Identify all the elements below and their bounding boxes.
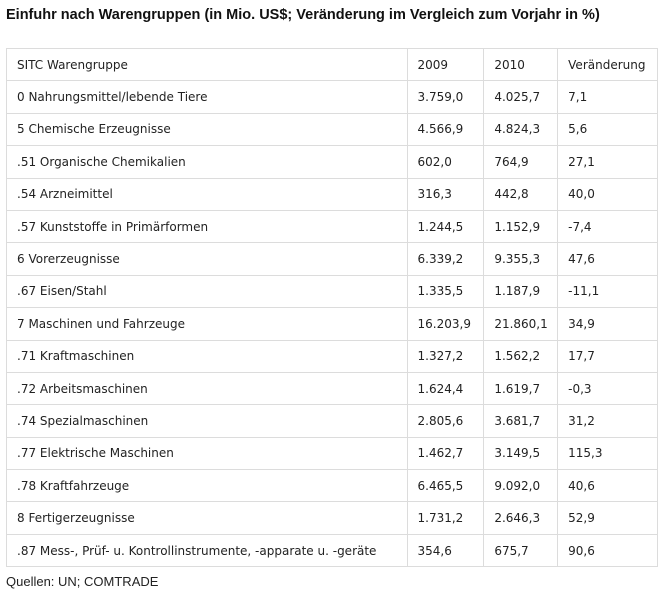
cell-warengruppe: 0 Nahrungsmittel/lebende Tiere — [7, 81, 408, 113]
cell-warengruppe: .87 Mess-, Prüf- u. Kontrollinstrumente, -apparate u. -geräte — [7, 534, 408, 566]
cell-2009: 1.327,2 — [407, 340, 484, 372]
cell-warengruppe: .51 Organische Chemikalien — [7, 146, 408, 178]
cell-2010: 4.025,7 — [484, 81, 558, 113]
table-row — [7, 372, 658, 404]
cell-2009: 1.335,5 — [407, 275, 484, 307]
cell-warengruppe: .67 Eisen/Stahl — [7, 275, 408, 307]
table-row — [7, 81, 658, 113]
table-row — [7, 178, 658, 210]
header-sitc-warengruppe: SITC Warengruppe — [7, 49, 408, 81]
cell-2010: 1.562,2 — [484, 340, 558, 372]
cell-2009: 316,3 — [407, 178, 484, 210]
header-2010: 2010 — [484, 49, 558, 81]
table-title: Einfuhr nach Warengruppen (in Mio. US$; Veränderung im Vergleich zum Vorjahr in %) — [6, 7, 600, 23]
cell-veraenderung: -0,3 — [558, 372, 658, 404]
table-row — [7, 405, 658, 437]
cell-2009: 2.805,6 — [407, 405, 484, 437]
table-row — [7, 113, 658, 145]
cell-2010: 1.619,7 — [484, 372, 558, 404]
cell-2009: 1.462,7 — [407, 437, 484, 469]
table-row — [7, 210, 658, 242]
cell-veraenderung: 31,2 — [558, 405, 658, 437]
table-row — [7, 275, 658, 307]
cell-veraenderung: 115,3 — [558, 437, 658, 469]
cell-warengruppe: 7 Maschinen und Fahrzeuge — [7, 308, 408, 340]
cell-2009: 1.624,4 — [407, 372, 484, 404]
table-row — [7, 437, 658, 469]
cell-2010: 1.152,9 — [484, 210, 558, 242]
table-row — [7, 470, 658, 502]
table-row — [7, 308, 658, 340]
cell-veraenderung: 7,1 — [558, 81, 658, 113]
table-row — [7, 534, 658, 566]
cell-2010: 9.092,0 — [484, 470, 558, 502]
cell-veraenderung: 40,6 — [558, 470, 658, 502]
cell-2010: 2.646,3 — [484, 502, 558, 534]
cell-2009: 354,6 — [407, 534, 484, 566]
table-row — [7, 146, 658, 178]
cell-veraenderung: 5,6 — [558, 113, 658, 145]
cell-2009: 1.731,2 — [407, 502, 484, 534]
cell-veraenderung: 52,9 — [558, 502, 658, 534]
table-row — [7, 340, 658, 372]
cell-warengruppe: .77 Elektrische Maschinen — [7, 437, 408, 469]
cell-veraenderung: 17,7 — [558, 340, 658, 372]
header-veraenderung: Veränderung — [558, 49, 658, 81]
cell-2010: 764,9 — [484, 146, 558, 178]
cell-2010: 442,8 — [484, 178, 558, 210]
cell-veraenderung: 90,6 — [558, 534, 658, 566]
cell-2009: 6.339,2 — [407, 243, 484, 275]
cell-2009: 3.759,0 — [407, 81, 484, 113]
source-note: Quellen: UN; COMTRADE — [6, 574, 159, 589]
cell-2009: 1.244,5 — [407, 210, 484, 242]
cell-2009: 6.465,5 — [407, 470, 484, 502]
cell-2010: 675,7 — [484, 534, 558, 566]
cell-warengruppe: .72 Arbeitsmaschinen — [7, 372, 408, 404]
cell-veraenderung: 34,9 — [558, 308, 658, 340]
import-table — [6, 48, 658, 567]
cell-2010: 3.681,7 — [484, 405, 558, 437]
cell-warengruppe: 6 Vorerzeugnisse — [7, 243, 408, 275]
cell-2009: 602,0 — [407, 146, 484, 178]
cell-veraenderung: -7,4 — [558, 210, 658, 242]
cell-warengruppe: .57 Kunststoffe in Primärformen — [7, 210, 408, 242]
header-row — [7, 49, 658, 81]
cell-warengruppe: .71 Kraftmaschinen — [7, 340, 408, 372]
cell-veraenderung: 27,1 — [558, 146, 658, 178]
cell-veraenderung: 47,6 — [558, 243, 658, 275]
cell-warengruppe: .74 Spezialmaschinen — [7, 405, 408, 437]
cell-2010: 3.149,5 — [484, 437, 558, 469]
cell-warengruppe: .54 Arzneimittel — [7, 178, 408, 210]
cell-veraenderung: 40,0 — [558, 178, 658, 210]
cell-2010: 1.187,9 — [484, 275, 558, 307]
cell-veraenderung: -11,1 — [558, 275, 658, 307]
cell-2010: 21.860,1 — [484, 308, 558, 340]
table-row — [7, 502, 658, 534]
header-2009: 2009 — [407, 49, 484, 81]
table-row — [7, 243, 658, 275]
cell-2010: 4.824,3 — [484, 113, 558, 145]
cell-warengruppe: .78 Kraftfahrzeuge — [7, 470, 408, 502]
cell-warengruppe: 5 Chemische Erzeugnisse — [7, 113, 408, 145]
cell-2009: 16.203,9 — [407, 308, 484, 340]
cell-2010: 9.355,3 — [484, 243, 558, 275]
cell-2009: 4.566,9 — [407, 113, 484, 145]
cell-warengruppe: 8 Fertigerzeugnisse — [7, 502, 408, 534]
